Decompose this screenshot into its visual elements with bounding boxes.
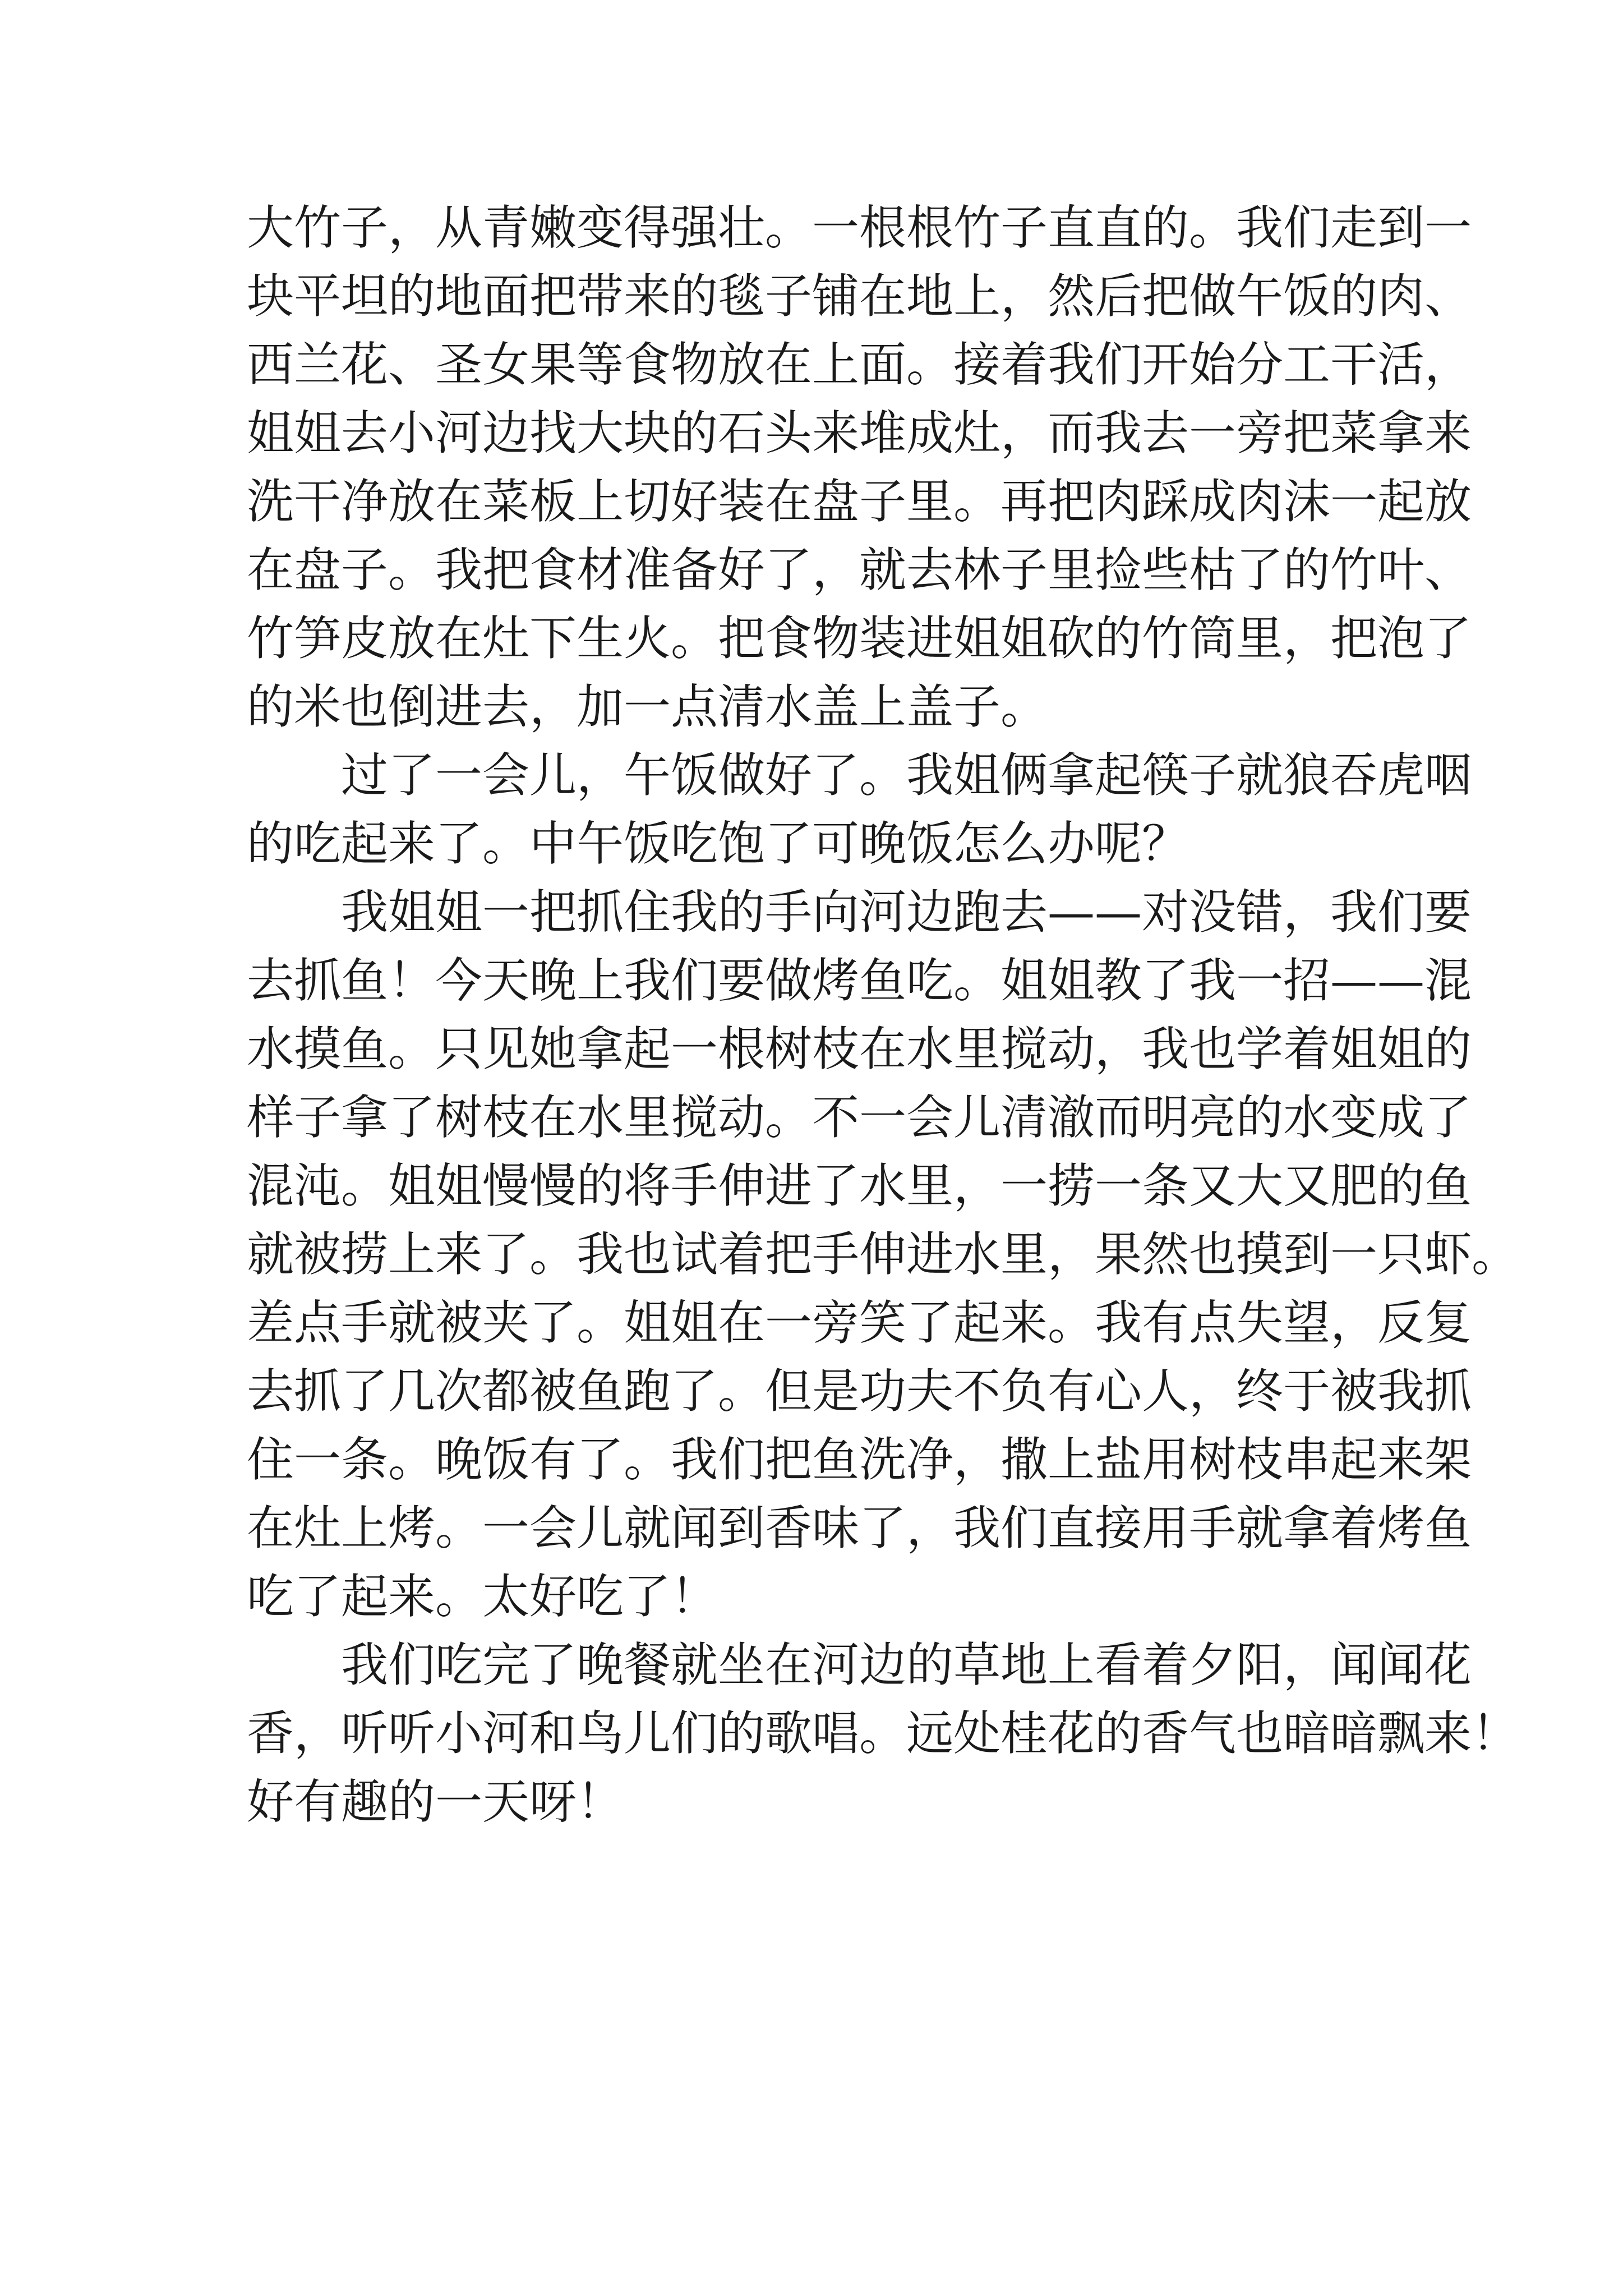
paragraph-1-line-1: 大竹子，从青嫩变得强壮。一根根竹子直直的。我们走到一 [247,200,1472,255]
paragraph-4-line-1: 我们吃完了晚餐就坐在河边的草地上看着夕阳，闻闻花 [341,1637,1472,1692]
paragraph-3-line-3: 水摸鱼。只见她拿起一根树枝在水里搅动，我也学着姐姐的 [247,1022,1472,1076]
paragraph-2-line-2: 的吃起来了。中午饭吃饱了可晚饭怎么办呢？ [247,816,1189,871]
paragraph-3-line-5: 混沌。姐姐慢慢的将手伸进了水里，一捞一条又大又肥的鱼 [247,1158,1472,1213]
paragraph-4-line-2: 香，听听小河和鸟儿们的歌唱。远处桂花的香气也暗暗飘来！ [247,1706,1519,1761]
paragraph-4-line-3: 好有趣的一天呀！ [247,1774,624,1829]
paragraph-3-line-7: 差点手就被夹了。姐姐在一旁笑了起来。我有点失望，反复 [247,1295,1472,1350]
paragraph-1-line-7: 竹笋皮放在灶下生火。把食物装进姐姐砍的竹筒里，把泡了 [247,611,1472,666]
paragraph-3-line-2: 去抓鱼！今天晚上我们要做烤鱼吃。姐姐教了我一招——混 [247,953,1472,1008]
paragraph-3-line-8: 去抓了几次都被鱼跑了。但是功夫不负有心人，终于被我抓 [247,1364,1472,1419]
paragraph-1-line-3: 西兰花、圣女果等食物放在上面。接着我们开始分工干活， [247,337,1472,392]
paragraph-1-line-6: 在盘子。我把食材准备好了，就去林子里捡些枯了的竹叶、 [247,542,1472,597]
paragraph-3-line-10: 在灶上烤。一会儿就闻到香味了，我们直接用手就拿着烤鱼 [247,1501,1472,1556]
paragraph-2-line-1: 过了一会儿，午饭做好了。我姐俩拿起筷子就狼吞虎咽 [341,748,1472,803]
paragraph-3-line-9: 住一条。晚饭有了。我们把鱼洗净，撒上盐用树枝串起来架 [247,1432,1472,1487]
paragraph-3-line-4: 样子拿了树枝在水里搅动。不一会儿清澈而明亮的水变成了 [247,1090,1472,1145]
paragraph-3-line-1: 我姐姐一把抓住我的手向河边跑去——对没错，我们要 [341,885,1472,940]
article-body [247,194,1519,1836]
paragraph-3-line-6: 就被捞上来了。我也试着把手伸进水里，果然也摸到一只虾。 [247,1227,1519,1282]
paragraph-1-line-5: 洗干净放在菜板上切好装在盘子里。再把肉踩成肉沫一起放 [247,474,1472,529]
paragraph-3-line-11: 吃了起来。太好吃了！ [247,1569,718,1624]
paragraph-1-line-8: 的米也倒进去，加一点清水盖上盖子。 [247,679,1048,734]
paragraph-1-line-4: 姐姐去小河边找大块的石头来堆成灶，而我去一旁把菜拿来 [247,406,1472,461]
paragraph-1-line-2: 块平坦的地面把带来的毯子铺在地上，然后把做午饭的肉、 [247,269,1472,324]
